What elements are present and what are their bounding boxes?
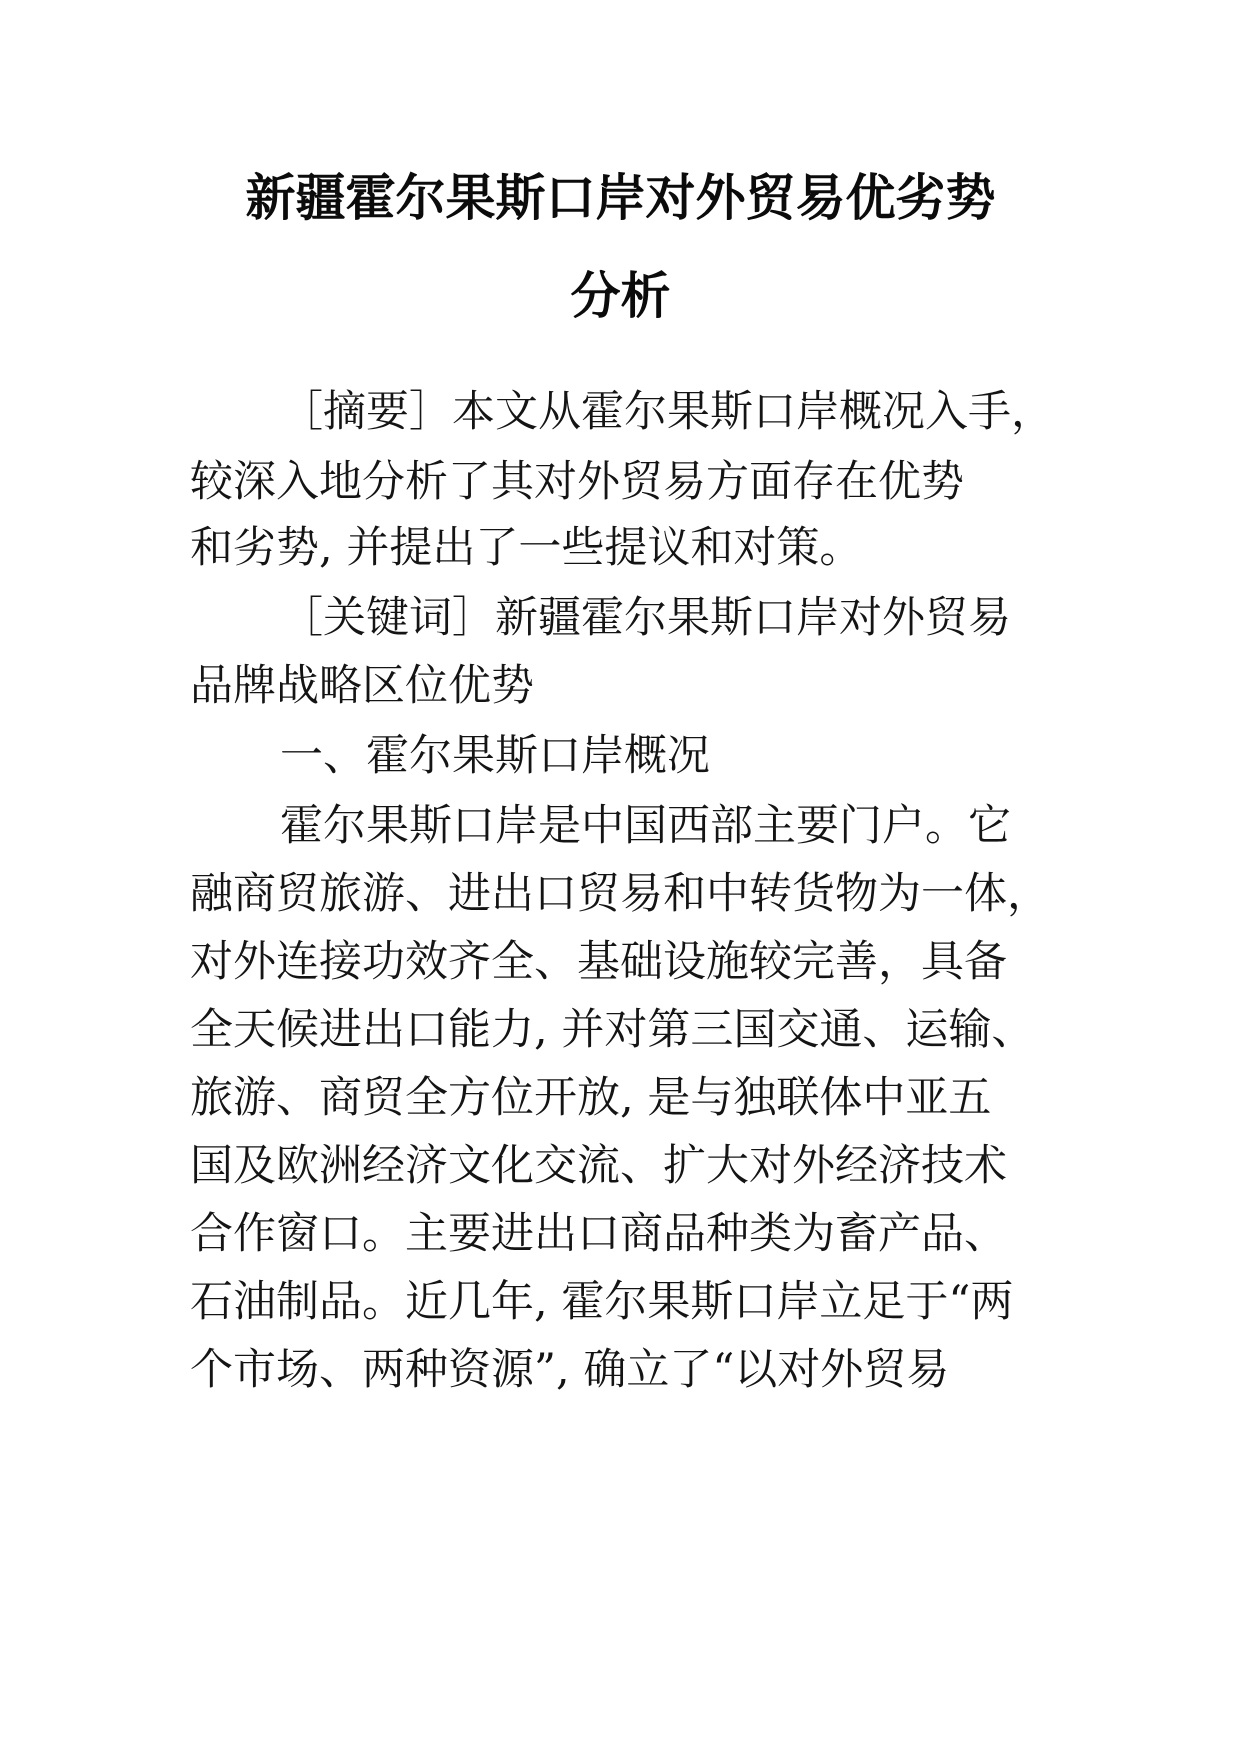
document-title-line-1: 新疆霍尔果斯口岸对外贸易优劣势 bbox=[245, 169, 996, 227]
paragraph-line-5: 旅游、商贸全方位开放, 是与独联体中亚五 bbox=[190, 1073, 992, 1123]
paragraph-line-2: 融商贸旅游、进出口贸易和中转货物为一体， bbox=[190, 869, 1050, 919]
paragraph-line-9: 个市场、两种资源”, 确立了“以对外贸易 bbox=[190, 1345, 950, 1395]
paragraph-line-1: 霍尔果斯口岸是中国西部主要门户。它 bbox=[280, 801, 1011, 851]
abstract-line-1: ［摘要］本文从霍尔果斯口岸概况入手， bbox=[280, 387, 1054, 437]
keywords-line-2: 品牌战略区位优势 bbox=[190, 661, 534, 711]
paragraph-line-7: 合作窗口。主要进出口商品种类为畜产品、 bbox=[190, 1209, 1007, 1259]
paragraph-line-3: 对外连接功效齐全、基础设施较完善，具备 bbox=[190, 937, 1007, 987]
section-heading: 一、霍尔果斯口岸概况 bbox=[280, 731, 710, 781]
paragraph-line-8: 石油制品。近几年, 霍尔果斯口岸立足于“两 bbox=[190, 1277, 1014, 1327]
abstract-line-2: 较深入地分析了其对外贸易方面存在优势 bbox=[190, 457, 964, 507]
paragraph-line-4: 全天候进出口能力, 并对第三国交通、运输、 bbox=[190, 1005, 1035, 1055]
abstract-line-3: 和劣势, 并提出了一些提议和对策。 bbox=[190, 523, 863, 573]
keywords-line-1: ［关键词］新疆霍尔果斯口岸对外贸易 bbox=[280, 593, 1011, 643]
paragraph-line-6: 国及欧洲经济文化交流、扩大对外经济技术 bbox=[190, 1141, 1007, 1191]
document-title-line-2: 分析 bbox=[570, 267, 671, 325]
